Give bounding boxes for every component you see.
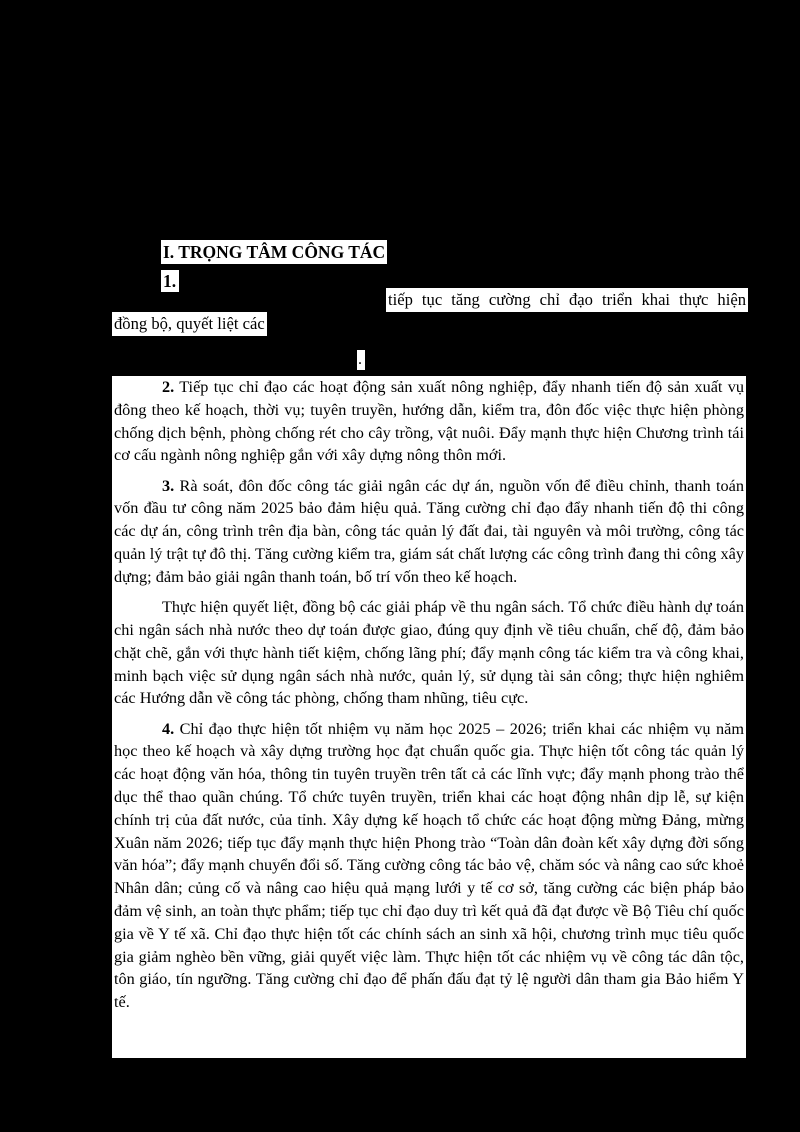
body-text-block [112,376,746,1058]
paragraph-item-4 [114,718,744,1014]
paragraph-text: Chỉ đạo thực hiện tốt nhiệm vụ năm học 2025 – 2026; triển khai các nhiệm vụ năm học theo kế hoạch và xây dựng trường học đạt chuẩn quốc gia. Thực hiện tốt công tác quản lý các hoạt động văn hóa, thông tin tuyên truyền trên tất cả các lĩnh vực; đẩy mạnh phong trào thể dục thể thao quần chúng. Tổ chức tuyên truyền, triển khai các hoạt động nhân dịp lễ, sự kiện chính trị của đất nước, của tỉnh. Xây dựng kế hoạch tổ chức các hoạt động mừng Đảng, mừng Xuân năm 2026; tiếp tục đẩy mạnh thực hiện Phong trào “Toàn dân đoàn kết xây dựng đời sống văn hóa”; đẩy mạnh chuyển đổi số. Tăng cường công tác bảo vệ, chăm sóc và nâng cao sức khoẻ Nhân dân; củng cố và nâng cao hiệu quả mạng lưới y tế cơ sở, tăng cường các biện pháp bảo đảm vệ sinh, an toàn thực phẩm; tiếp tục chỉ đạo duy trì kết quả đã đạt được về Bộ Tiêu chí quốc gia về Y tế xã. Chỉ đạo thực hiện tốt các chính sách an sinh xã hội, chương trình mục tiêu quốc gia giảm nghèo bền vững, giải quyết việc làm. Thực hiện tốt các nhiệm vụ về công tác dân tộc, tôn giáo, tín ngưỡng. Tăng cường chỉ đạo để phấn đấu đạt tỷ lệ người dân tham gia Bảo hiểm Y tế. [114,719,744,1012]
paragraph-text: Thực hiện quyết liệt, đồng bộ các giải pháp về thu ngân sách. Tổ chức điều hành dự toán chi ngân sách nhà nước theo dự toán được giao, đúng quy định về tiêu chuẩn, chế độ, đảm bảo chặt chẽ, gắn với thực hành tiết kiệm, chống lãng phí; đẩy mạnh công tác kiểm tra và công khai, minh bạch việc sử dụng ngân sách nhà nước, quản lý, sử dụng tài sản công; thực hiện nghiêm các Hướng dẫn về công tác phòng, chống tham nhũng, tiêu cực. [114,598,744,708]
paragraph-item-3 [114,475,744,589]
item-1-trailing-mark: . [357,350,365,370]
item-1-number: 1. [161,270,179,292]
section-heading: I. TRỌNG TÂM CÔNG TÁC [163,242,386,262]
paragraph-item-2 [114,376,744,467]
paragraph-text: Rà soát, đôn đốc công tác giải ngân các dự án, nguồn vốn để điều chỉnh, thanh toán vốn đầu tư công năm 2025 bảo đảm hiệu quả. Tăng cường chỉ đạo đẩy nhanh tiến độ thi công các dự án, công trình trên địa bàn, công tác quản lý đất đai, tài nguyên và môi trường, công tác quản lý trật tự đô thị. Tăng cường kiểm tra, giám sát chất lượng các công trình đang thi công xây dựng; đảm bảo giải ngân thanh toán, bố trí vốn theo kế hoạch. [114,476,744,586]
paragraph-text: Tiếp tục chỉ đạo các hoạt động sản xuất nông nghiệp, đẩy nhanh tiến độ sản xuất vụ đông theo kế hoạch, thời vụ; tuyên truyền, hướng dẫn, kiểm tra, đôn đốc việc thực hiện phòng chống dịch bệnh, phòng chống rét cho cây trồng, vật nuôi. Đẩy mạnh thực hiện Chương trình tái cơ cấu ngành nông nghiệp gắn với xây dựng nông thôn mới. [114,378,744,465]
item-1-fragment-left: đồng bộ, quyết liệt các [112,312,267,336]
paragraph-budget [114,596,744,710]
item-1-fragment-right: tiếp tục tăng cường chỉ đạo triển khai thực hiện [386,288,748,312]
paragraph-number: 3. [162,476,175,495]
paragraph-number: 2. [162,378,175,396]
paragraph-number: 4. [162,719,175,738]
